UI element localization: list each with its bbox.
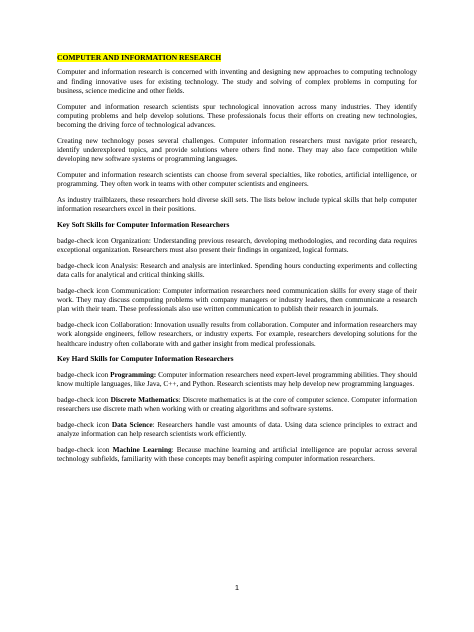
- intro-paragraph: Computer and information research scientists can choose from several specialties, like robotics, artificial intelligence, or programming. They often work in teams with other computer scientists and engineers.: [57, 170, 417, 189]
- intro-paragraph: Computer and information research is concerned with inventing and designing new approaches to computing technology and finding innovative uses for existing technology. The study and solving of complex problems in computing for business, science medicine and other fields.: [57, 67, 417, 95]
- soft-skill-item: badge-check icon Organization: Understanding previous research, developing methodologies, and recording data requires exceptional organization. Researchers must also present their findings in organized, logical formats.: [57, 235, 417, 255]
- hard-skill-item: [57, 420, 417, 439]
- intro-paragraph: As industry trailblazers, these researchers hold diverse skill sets. The lists below include typical skills that help computer information researchers excel in their positions.: [57, 195, 417, 214]
- document-page: [57, 53, 417, 470]
- soft-skill-item: badge-check icon Communication: Computer information researchers need communication skills for every stage of their work. They may discuss computing problems with company managers or industry leaders, then communicate a research plan with their team. These professionals also use written communication to publish their research in journals.: [57, 285, 417, 314]
- hard-skill-text: : Researchers handle vast amounts of data. Using data science principles to extract and analyze information can help research scientists work efficiently.: [57, 419, 418, 439]
- hard-skill-text: Computer information researchers need expert-level programming abilities. They should know multiple languages, like Java, C++, and Python. Research scientists may help develop new programming languages.: [57, 370, 418, 389]
- soft-skills-heading: Key Soft Skills for Computer Information Researchers: [57, 220, 230, 230]
- hard-skills-heading: Key Hard Skills for Computer Information Researchers: [57, 354, 234, 364]
- hard-skill-item: [57, 370, 417, 389]
- hard-skill-prefix: badge-check icon: [57, 444, 113, 454]
- soft-skill-item: badge-check icon Analysis: Research and analysis are interlinked. Spending hours conducting experiments and collecting data calls for analytical and critical thinking skills.: [57, 260, 417, 280]
- document-title: COMPUTER AND INFORMATION RESEARCH: [57, 53, 222, 62]
- page-number: 1: [234, 583, 240, 592]
- soft-skill-item: badge-check icon Collaboration: Innovation usually results from collaboration. Computer and information researchers may work alongside engineers, fellow researchers, or industry experts. For example, researchers developing solutions for the healthcare industry often collaborate with and gather insight from medical professionals.: [57, 320, 417, 348]
- hard-skill-term: Programming:: [110, 370, 157, 380]
- intro-paragraph: Computer and information research scientists spur technological innovation across many industries. They identify computing problems and help develop solutions. These professionals focus their efforts on creating new technologies, becoming the driving force of technological advances.: [57, 101, 417, 130]
- intro-paragraph: Creating new technology poses several challenges. Computer information researchers must navigate prior research, identify underexplored topics, and provide solutions where others find none. They may also face competition while developing new software systems or programming languages.: [57, 135, 417, 164]
- hard-skill-term: Discrete Mathematics: [110, 395, 179, 404]
- hard-skill-text: : Because machine learning and artificial intelligence are popular across several technology subfields, familiarity with these concepts may benefit aspiring computer information researchers.: [57, 444, 417, 464]
- hard-skill-text: : Discrete mathematics is at the core of computer science. Computer information researchers use discrete math when working with or creating algorithms and software systems.: [57, 395, 417, 414]
- hard-skill-prefix: badge-check icon: [57, 395, 111, 404]
- hard-skill-item: [57, 395, 417, 414]
- hard-skill-item: [57, 445, 417, 464]
- hard-skill-prefix: badge-check icon: [57, 419, 112, 429]
- hard-skill-prefix: badge-check icon: [57, 370, 111, 380]
- hard-skill-term: Machine Learning: [112, 444, 172, 454]
- hard-skill-term: Data Science: [111, 419, 153, 429]
